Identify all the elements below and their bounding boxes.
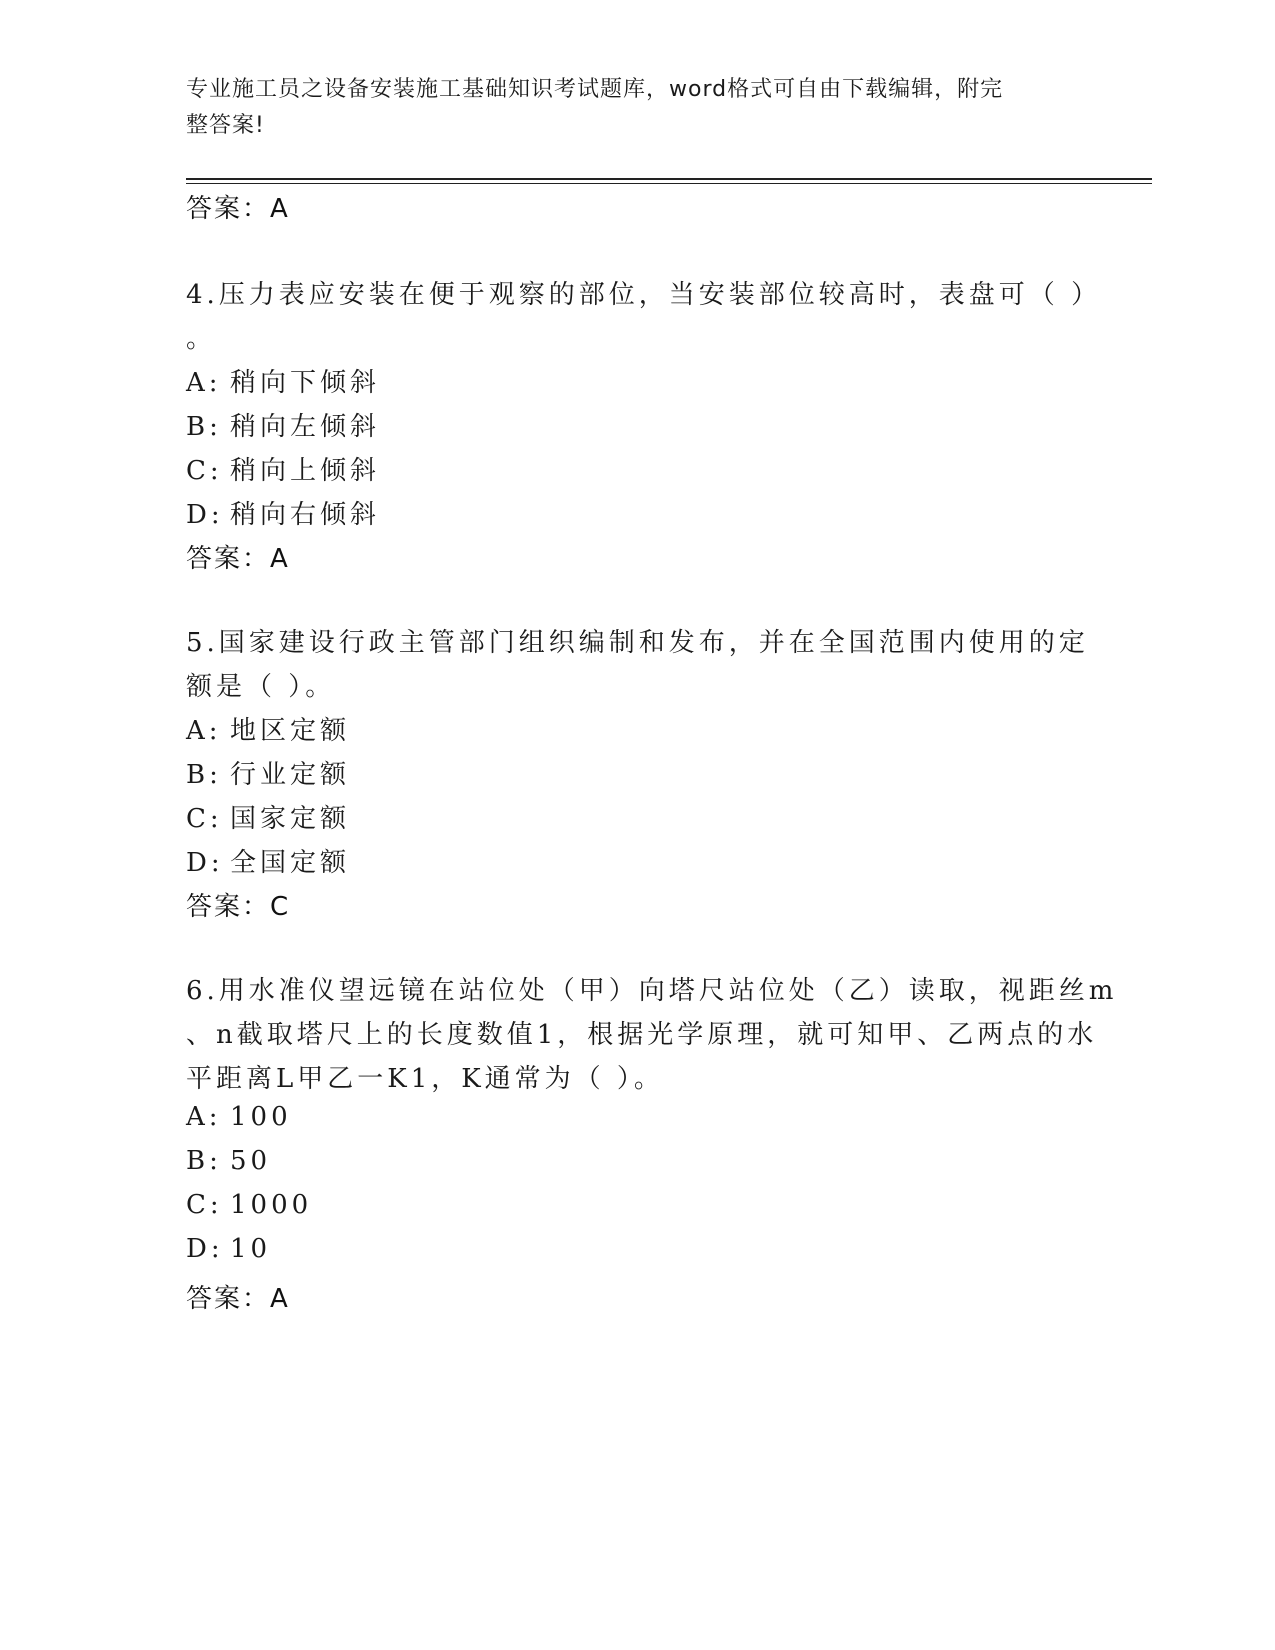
question-4-stem-line-1: 4.压力表应安装在便于观察的部位，当安装部位较高时，表盘可（ ） [186,280,1102,310]
question-6-option-d [186,1234,271,1264]
option-text: 1000 [230,1190,313,1220]
document-header [186,72,1066,144]
question-4-option-a [186,362,380,399]
option-letter: D: [186,1234,224,1264]
option-letter: C: [186,456,223,486]
option-letter: A: [186,368,222,398]
option-text: 国家定额 [230,804,351,834]
option-text: 地区定额 [230,716,351,746]
question-6-option-c [186,1190,312,1220]
header-divider-thin [186,183,1152,184]
option-text: 全国定额 [230,848,351,878]
option-text: 10 [230,1234,272,1264]
question-4-option-b [186,406,380,443]
option-letter: C: [186,804,223,834]
option-letter: D: [186,500,224,530]
question-5-answer: 答案：C [186,892,291,922]
question-6-answer: 答案：A [186,1284,290,1314]
question-5-option-c [186,798,350,835]
question-6-stem-line-3: 平距离L甲乙一K1，K通常为（ ）。 [186,1064,664,1094]
question-4-stem-line-2: 。 [186,324,217,354]
option-text: 稍向上倾斜 [230,456,381,486]
question-6-stem-line-1: 6.用水准仪望远镜在站位处（甲）向塔尺站位处（乙）读取，视距丝m [186,976,1118,1006]
option-letter: D: [186,848,224,878]
question-5-option-d [186,842,350,879]
option-text: 稍向下倾斜 [230,368,381,398]
question-4-option-c [186,450,380,487]
question-5-option-a [186,710,350,747]
option-text: 100 [230,1102,292,1132]
option-letter: C: [186,1190,223,1220]
question-6-option-b [186,1146,271,1176]
option-text: 稍向左倾斜 [230,412,381,442]
header-line-1: 专业施工员之设备安装施工基础知识考试题库，word格式可自由下载编辑，附完 [186,77,1004,102]
question-5-stem-line-2: 额是（ ）。 [186,672,336,702]
header-divider-thick [186,178,1152,180]
question-5-stem-line-1: 5.国家建设行政主管部门组织编制和发布，并在全国范围内使用的定 [186,628,1089,658]
question-5-option-b [186,754,350,791]
option-letter: B: [186,412,222,442]
option-letter: A: [186,716,222,746]
option-text: 稍向右倾斜 [230,500,381,530]
option-letter: A: [186,1102,222,1132]
question-6-option-a [186,1102,292,1132]
option-text: 行业定额 [230,760,351,790]
option-letter: B: [186,1146,222,1176]
option-letter: B: [186,760,222,790]
question-6-stem-line-2: 、n截取塔尺上的长度数值1，根据光学原理，就可知甲、乙两点的水 [186,1020,1098,1050]
answer-label: 答案：A [186,194,290,224]
header-line-2: 整答案! [186,113,265,138]
question-4-option-d [186,494,380,531]
question-4-answer: 答案：A [186,544,290,574]
option-text: 50 [230,1146,272,1176]
